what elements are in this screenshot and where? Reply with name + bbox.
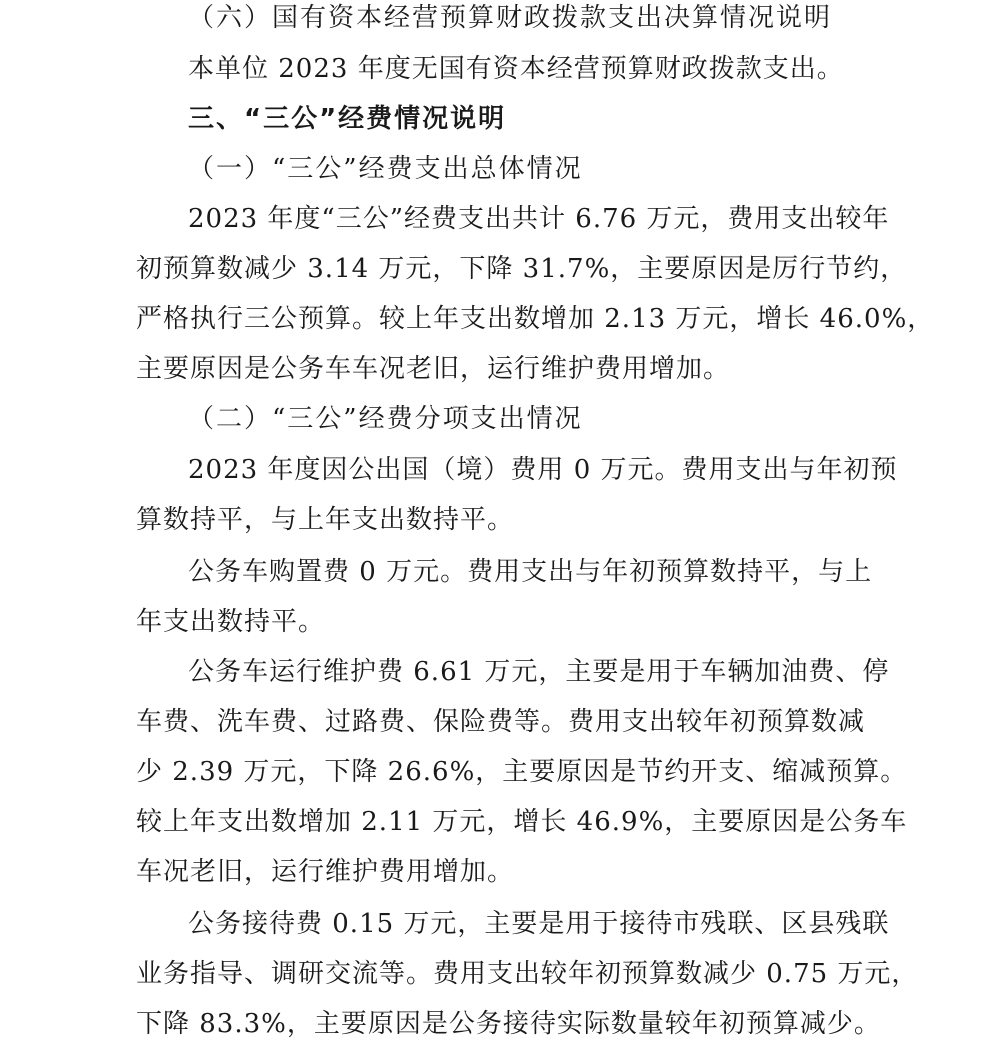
paragraph-line: 少 2.39 万元，下降 26.6%，主要原因是节约开支、缩减预算。: [136, 757, 908, 787]
paragraph-line: 业务指导、调研交流等。费用支出较年初预算数减少 0.75 万元，: [136, 959, 919, 989]
paragraph-line: 公务车购置费 0 万元。费用支出与年初预算数持平，与上: [188, 557, 873, 587]
paragraph-line: 车况老旧，运行维护费用增加。: [136, 857, 515, 887]
section-heading-three-public: 三、“三公”经费情况说明: [188, 104, 507, 134]
paragraph-line: 公务接待费 0.15 万元，主要是用于接待市残联、区县残联: [188, 909, 890, 939]
paragraph-line: 本单位 2023 年度无国有资本经营预算财政拨款支出。: [188, 54, 844, 84]
paragraph-line: 算数持平，与上年支出数持平。: [136, 505, 515, 535]
paragraph-line: 车费、洗车费、过路费、保险费等。费用支出较年初预算数减: [136, 707, 866, 737]
subheading-itemized: （二）“三公”经费分项支出情况: [188, 404, 583, 434]
paragraph-line: 2023 年度“三公”经费支出共计 6.76 万元，费用支出较年: [188, 204, 890, 234]
paragraph-line: 初预算数减少 3.14 万元，下降 31.7%，主要原因是厉行节约，: [136, 254, 908, 284]
paragraph-line: 下降 83.3%，主要原因是公务接待实际数量较年初预算减少。: [136, 1009, 881, 1039]
paragraph-line: 主要原因是公务车车况老旧，运行维护费用增加。: [136, 354, 731, 384]
paragraph-line: 公务车运行维护费 6.61 万元，主要是用于车辆加油费、停: [188, 657, 890, 687]
paragraph-line: 严格执行三公预算。较上年支出数增加 2.13 万元，增长 46.0%，: [136, 304, 935, 334]
subheading-state-capital-budget: （六）国有资本经营预算财政拨款支出决算情况说明: [188, 3, 833, 33]
paragraph-line: 较上年支出数增加 2.11 万元，增长 46.9%，主要原因是公务车: [136, 807, 908, 837]
paragraph-line: 年支出数持平。: [136, 607, 326, 637]
paragraph-line: 2023 年度因公出国（境）费用 0 万元。费用支出与年初预: [188, 455, 898, 485]
subheading-overall: （一）“三公”经费支出总体情况: [188, 154, 583, 184]
